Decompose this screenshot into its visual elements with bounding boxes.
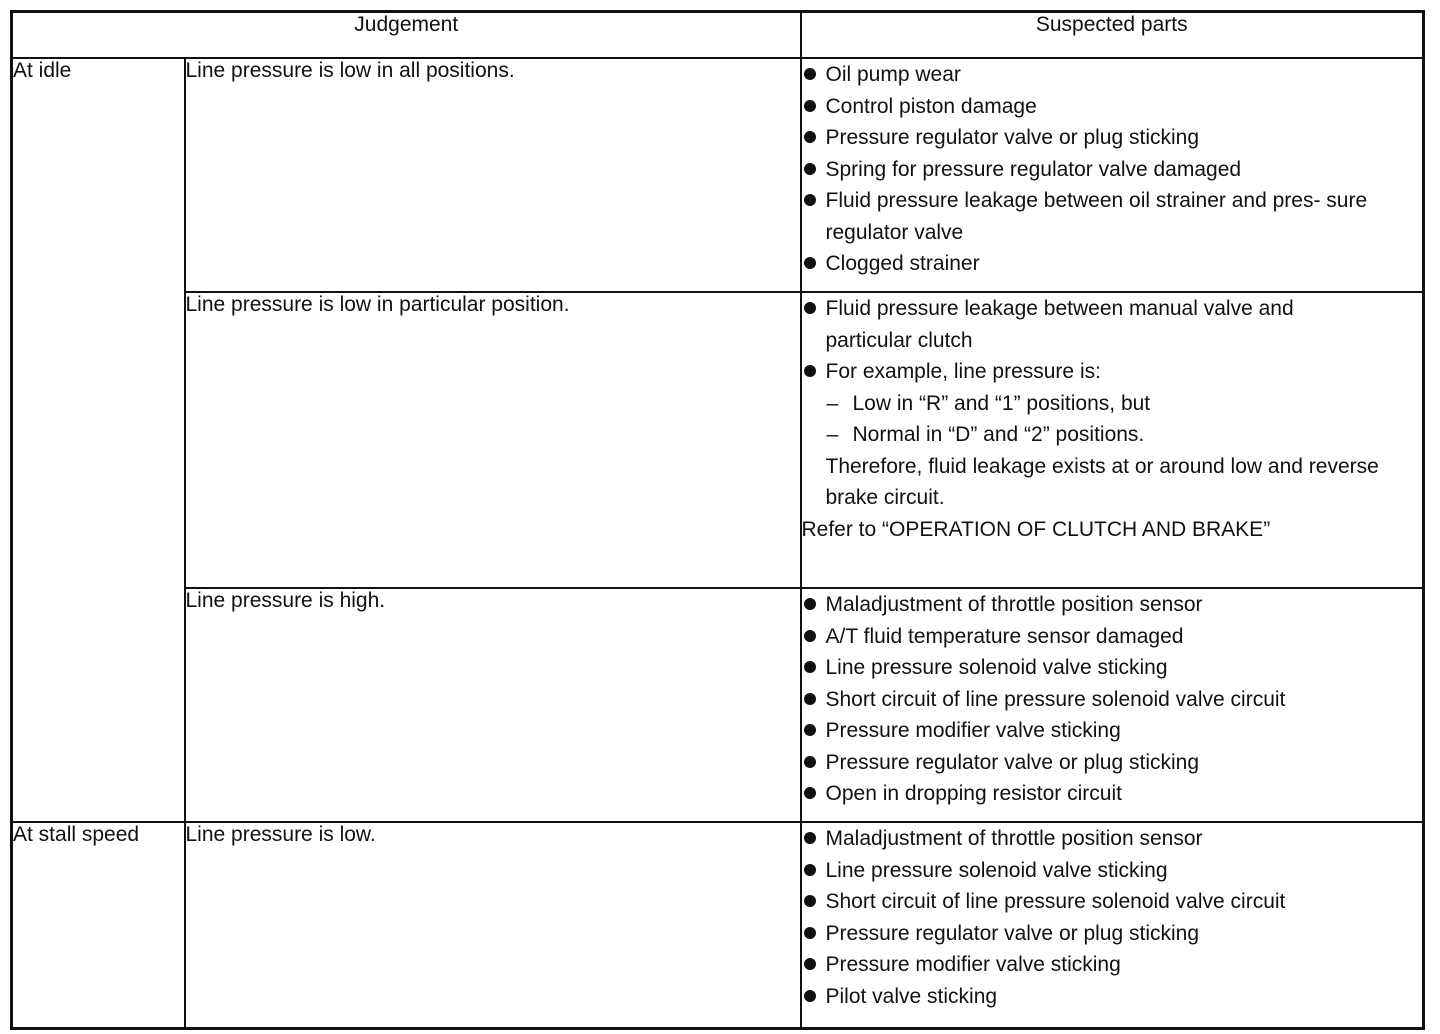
list-item: Spring for pressure regulator valve damaged (802, 154, 1423, 186)
judgement-cell: Line pressure is low in particular position. (185, 292, 801, 588)
condition-at-idle: At idle (12, 58, 185, 822)
bullet-icon (802, 949, 826, 981)
list-item: Short circuit of line pressure solenoid valve circuit (802, 886, 1423, 918)
header-row (12, 12, 1424, 59)
list-item: For example, line pressure is: (802, 356, 1423, 388)
list-item: Line pressure solenoid valve sticking (802, 652, 1423, 684)
dash-icon: – (826, 423, 839, 446)
bullet-icon (802, 154, 826, 186)
list-item: Clogged strainer (802, 248, 1423, 280)
table-row (12, 588, 1424, 822)
list-item: Line pressure solenoid valve sticking (802, 855, 1423, 887)
bullet-icon (802, 981, 826, 1013)
list-item: Pressure modifier valve sticking (802, 715, 1423, 747)
reference-text: Refer to “OPERATION OF CLUTCH AND BRAKE” (801, 517, 1271, 541)
list-item: Pressure modifier valve sticking (802, 949, 1423, 981)
table-row (12, 58, 1424, 292)
list-item: A/T fluid temperature sensor damaged (802, 621, 1423, 653)
list-item: Pressure regulator valve or plug sticking (802, 747, 1423, 779)
sub-item: – Normal in “D” and “2” positions. (802, 419, 1423, 451)
judgement-cell: Line pressure is low. (185, 822, 801, 1029)
bullet-icon (802, 356, 826, 388)
list-item: Pressure regulator valve or plug sticking (802, 918, 1423, 950)
bullet-icon (802, 855, 826, 887)
parts-cell (801, 292, 1424, 588)
list-item: Fluid pressure leakage between oil strainer and pres- sure regulator valve (802, 185, 1423, 248)
judgement-cell: Line pressure is high. (185, 588, 801, 822)
list-item: Pressure regulator valve or plug sticking (802, 122, 1423, 154)
parts-cell (801, 58, 1424, 292)
header-judgement: Judgement (12, 12, 801, 59)
list-item: Maladjustment of throttle position sensor (802, 823, 1423, 855)
diagnosis-table (10, 10, 1425, 1030)
list-item: Pilot valve sticking (802, 981, 1423, 1013)
list-item: Control piston damage (802, 91, 1423, 123)
bullet-icon (802, 621, 826, 653)
bullet-icon (802, 918, 826, 950)
header-suspected-parts: Suspected parts (801, 12, 1424, 59)
bullet-icon (802, 747, 826, 779)
dash-icon: – (826, 391, 839, 415)
bullet-icon (802, 293, 826, 356)
bullet-icon (802, 684, 826, 716)
bullet-icon (802, 185, 826, 248)
bullet-icon (802, 715, 826, 747)
bullet-icon (802, 886, 826, 918)
bullet-icon (802, 823, 826, 855)
bullet-icon (802, 248, 826, 280)
sub-item: – Low in “R” and “1” positions, but (802, 388, 1423, 420)
bullet-icon (802, 122, 826, 154)
bullet-icon (802, 778, 826, 810)
list-item: Fluid pressure leakage between manual valve and particular clutch (802, 293, 1423, 356)
list-item: Oil pump wear (802, 59, 1423, 91)
table-row (12, 822, 1424, 1029)
parts-cell (801, 588, 1424, 822)
table-row (12, 292, 1424, 588)
note-text: Therefore, fluid leakage exists at or around low and reverse brake circuit. (825, 454, 1379, 509)
bullet-icon (802, 59, 826, 91)
bullet-icon (802, 91, 826, 123)
list-item: Short circuit of line pressure solenoid valve circuit (802, 684, 1423, 716)
parts-cell (801, 822, 1424, 1029)
list-item: Maladjustment of throttle position sensor (802, 589, 1423, 621)
bullet-icon (802, 652, 826, 684)
judgement-cell: Line pressure is low in all positions. (185, 58, 801, 292)
list-item: Open in dropping resistor circuit (802, 778, 1423, 810)
condition-at-stall-speed: At stall speed (12, 822, 185, 1029)
bullet-icon (802, 589, 826, 621)
